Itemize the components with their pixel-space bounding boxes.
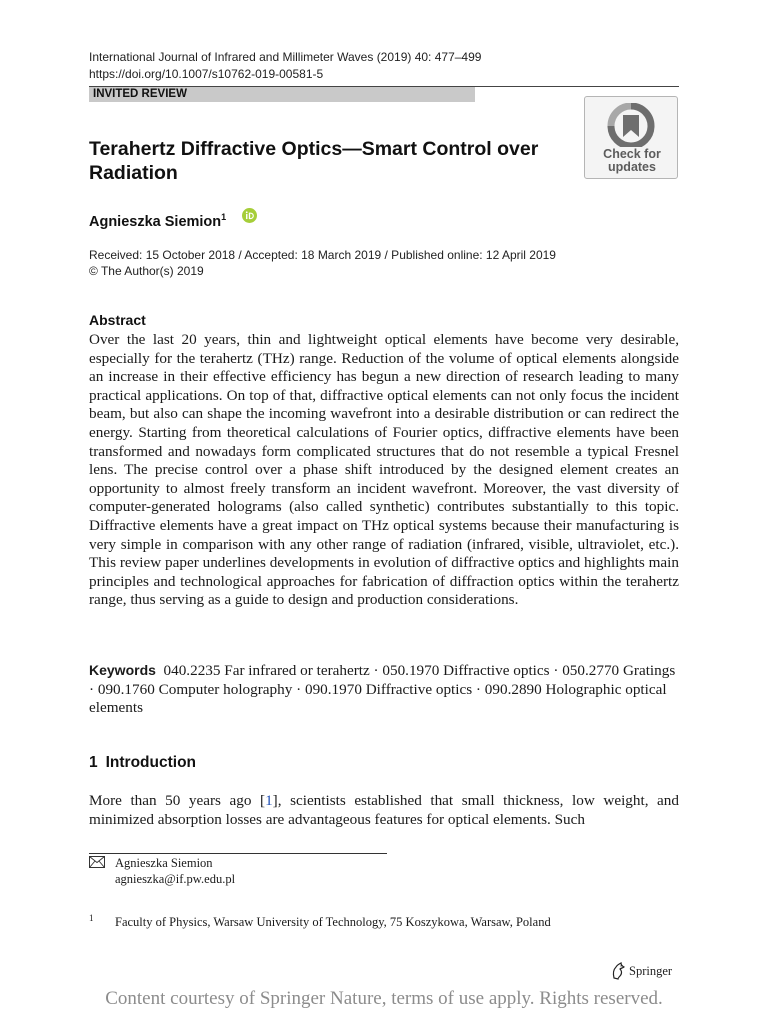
section-title: Introduction: [105, 754, 197, 771]
publication-dates: [89, 247, 556, 279]
publisher-name: Springer: [629, 964, 673, 978]
badge-label: [585, 148, 679, 174]
check-for-updates-icon: [606, 103, 656, 147]
section-heading: [89, 753, 196, 773]
check-for-updates-badge[interactable]: [584, 96, 678, 179]
article-title: [89, 137, 569, 185]
keywords-list: 040.2235 Far infrared or terahertz · 050.1970 Diffractive optics · 050.2770 Gratings · 090.1760 Computer holography · 090.1970 Diffractive optics · 090.2890 Holographic optical elements: [89, 662, 676, 717]
doi-link[interactable]: https://doi.org/10.1007/s10762-019-00581-5: [89, 67, 324, 81]
citation-link[interactable]: 1: [265, 792, 273, 809]
badge-line-1: Check for: [603, 147, 661, 161]
envelope-icon: [89, 856, 105, 868]
title-line-2: Radiation: [89, 162, 178, 184]
journal-citation: International Journal of Infrared and Millimeter Waves (2019) 40: 477–499: [89, 50, 482, 64]
intro-paragraph: [89, 791, 679, 829]
courtesy-notice: Content courtesy of Springer Nature, terms of use apply. Rights reserved.: [105, 988, 663, 1009]
springer-horse-icon: [610, 962, 626, 980]
badge-line-2: updates: [608, 160, 656, 174]
affiliation-text: Faculty of Physics, Warsaw University of Technology, 75 Koszykowa, Warsaw, Poland: [115, 915, 551, 929]
author-name[interactable]: Agnieszka Siemion: [89, 214, 222, 230]
category-label: INVITED REVIEW: [93, 88, 187, 100]
footnote-rule: [89, 853, 387, 854]
author-line: [89, 207, 226, 232]
intro-text-before: More than 50 years ago [: [89, 792, 266, 809]
copyright-line: © The Author(s) 2019: [89, 264, 204, 278]
abstract-heading: Abstract: [89, 312, 146, 328]
orcid-icon[interactable]: [242, 208, 257, 223]
journal-header: [89, 49, 481, 83]
keywords-label: Keywords: [89, 662, 156, 678]
corresponding-author-email[interactable]: agnieszka@if.pw.edu.pl: [115, 872, 236, 886]
corresponding-author-name: Agnieszka Siemion: [115, 856, 213, 870]
section-number: 1: [89, 754, 98, 771]
intro-text-after: ], scientists established that small thickness, low weight, and minimized absorption losses are advantageous features for optical elements. Such: [89, 792, 679, 828]
dates-line: Received: 15 October 2018 / Accepted: 18 March 2019 / Published online: 12 April 2019: [89, 248, 556, 262]
affiliation-marker: 1: [221, 212, 227, 222]
title-line-1: Terahertz Diffractive Optics—Smart Control over: [89, 138, 539, 160]
abstract-text: Over the last 20 years, thin and lightweight optical elements have become very desirable, especially for the terahertz (THz) range. Reduction of the volume of optical elements alongside an increase in their effective efficiency has begun a new direction of research leading to many practical applications. On top of that, diffractive optical elements can not only focus the incident beam, but also can shape the incoming wavefront into a desirable distribution or can redirect the energy. Starting from theoretical calculations of Fourier optics, diffractive elements have been transformed and nowadays form complicated structures that do not resemble a typical Fresnel lens. The precise control over a phase shift introduced by the designed element creates an opportunity to almost freely transform an incident wavefront. Moreover, the vast diversity of computer-generated holograms (also called synthetic) contributes substantially to this topic. Diffractive elements have a great impact on THz optical systems because their manufacturing is very simple in comparison with any other range of radiation (infrared, visible, ultraviolet, etc.). This review paper underlines developments in evolution of diffractive optics and highlights main principles and technological approaches for fabrication of diffraction optics within the terahertz range, thus serving as a guide to design and production considerations.: [89, 331, 679, 609]
affiliation-footnote-marker: 1: [89, 913, 94, 923]
keywords-block: [89, 661, 679, 718]
